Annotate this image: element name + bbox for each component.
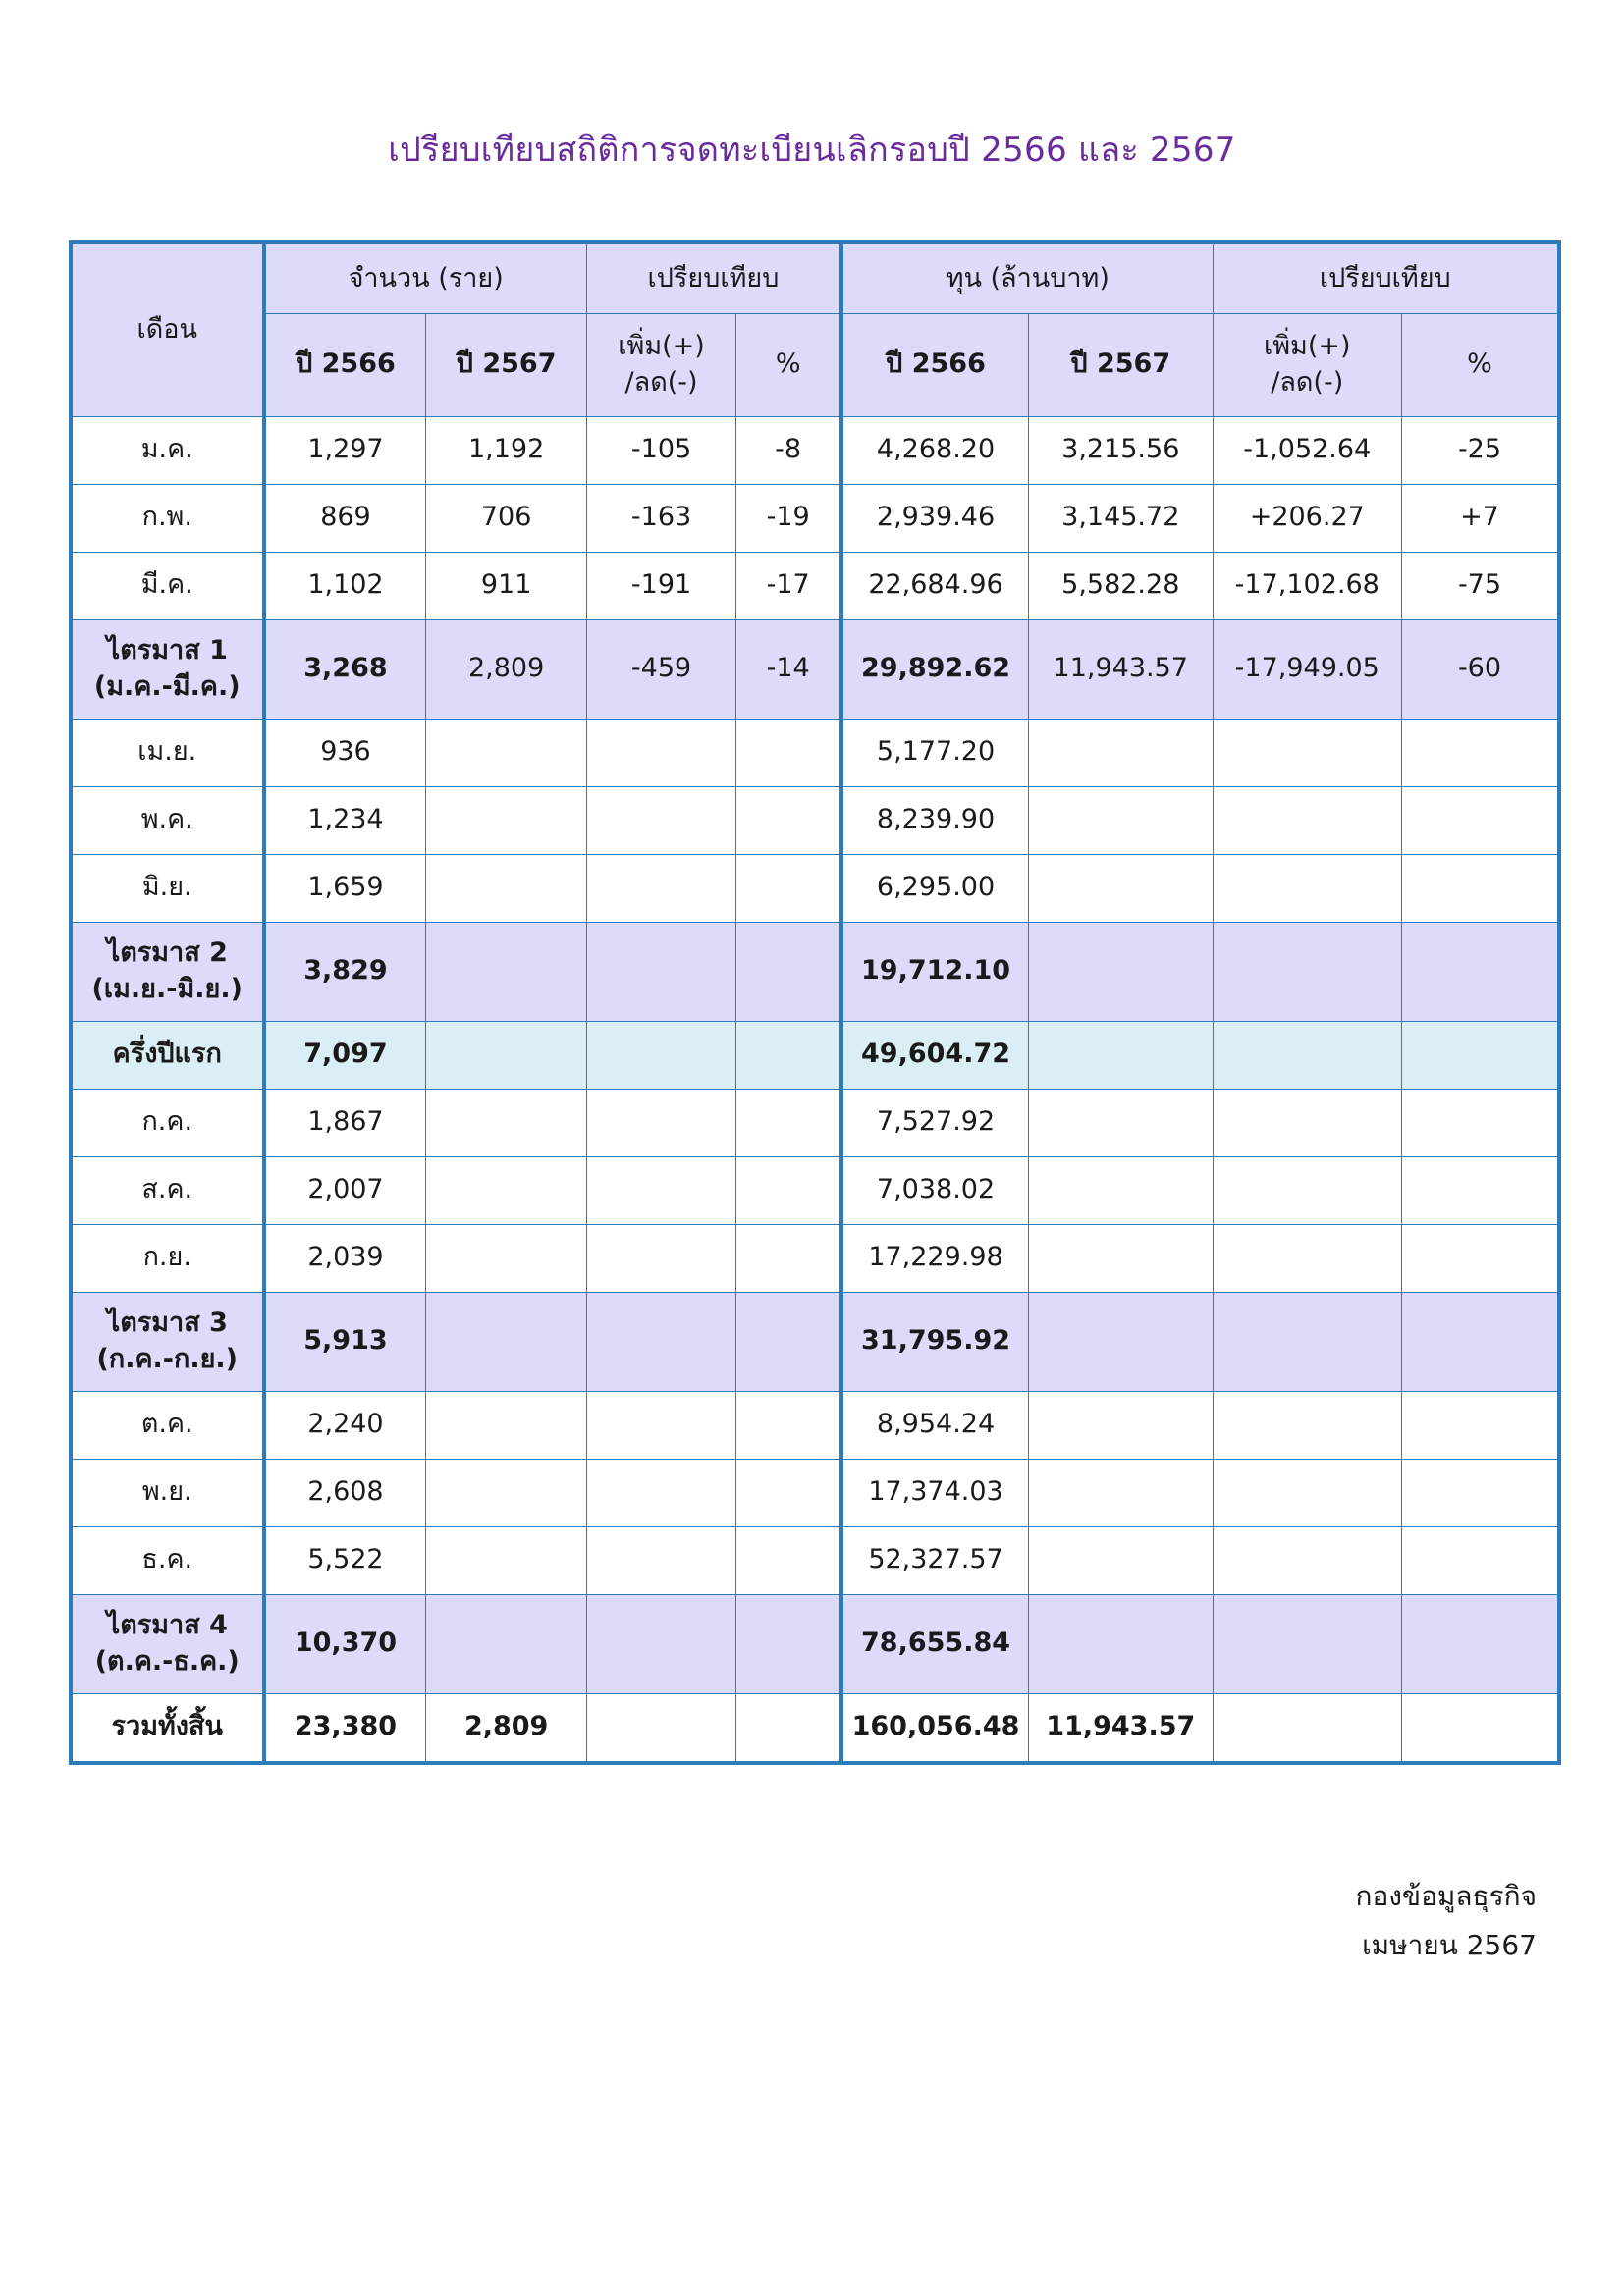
cell-cdiff bbox=[586, 854, 735, 922]
cell-k67: 11,943.57 bbox=[1029, 1693, 1214, 1763]
row-label-text: ไตรมาส 1 bbox=[106, 635, 228, 667]
cell-k67 bbox=[1029, 786, 1214, 854]
header-capital-group: ทุน (ล้านบาท) bbox=[841, 242, 1213, 313]
quarter-row bbox=[71, 922, 1559, 1021]
row-label bbox=[71, 1526, 264, 1594]
cell-c67 bbox=[426, 1459, 586, 1526]
cell-c67 bbox=[426, 1089, 586, 1156]
cell-cpct bbox=[736, 1526, 841, 1594]
cell-k66: 7,038.02 bbox=[841, 1156, 1028, 1224]
row-label bbox=[71, 1391, 264, 1459]
row-label-text: ไตรมาส 2 bbox=[106, 937, 228, 969]
row-label-subtext: (ก.ค.-ก.ย.) bbox=[96, 1343, 238, 1374]
cell-kdiff: -1,052.64 bbox=[1213, 416, 1401, 484]
cell-kdiff bbox=[1213, 1594, 1401, 1693]
cell-kpct bbox=[1402, 1391, 1560, 1459]
cell-cdiff bbox=[586, 1693, 735, 1763]
cell-cdiff bbox=[586, 1224, 735, 1292]
cell-k66: 19,712.10 bbox=[841, 922, 1028, 1021]
cell-c66: 1,297 bbox=[264, 416, 426, 484]
cell-kdiff bbox=[1213, 1224, 1401, 1292]
row-label bbox=[71, 1693, 264, 1763]
cell-kpct bbox=[1402, 1459, 1560, 1526]
header-capital-2567: ปี 2567 bbox=[1029, 313, 1214, 416]
cell-kpct: -60 bbox=[1402, 619, 1560, 719]
month-row bbox=[71, 719, 1559, 786]
cell-k67 bbox=[1029, 1391, 1214, 1459]
cell-kdiff bbox=[1213, 922, 1401, 1021]
cell-cdiff: -191 bbox=[586, 552, 735, 619]
header-change-line1: เพิ่ม(+) bbox=[1264, 331, 1351, 362]
cell-c66: 1,102 bbox=[264, 552, 426, 619]
cell-cdiff bbox=[586, 1156, 735, 1224]
header-capital-2566: ปี 2566 bbox=[841, 313, 1028, 416]
row-label-text: ไตรมาส 4 bbox=[106, 1610, 228, 1641]
cell-cdiff bbox=[586, 922, 735, 1021]
cell-c67 bbox=[426, 1594, 586, 1693]
cell-kdiff: -17,102.68 bbox=[1213, 552, 1401, 619]
header-compare-capital: เปรียบเทียบ bbox=[1213, 242, 1559, 313]
cell-cdiff: -105 bbox=[586, 416, 735, 484]
cell-k67 bbox=[1029, 1459, 1214, 1526]
cell-c67: 1,192 bbox=[426, 416, 586, 484]
cell-k66: 8,239.90 bbox=[841, 786, 1028, 854]
cell-kdiff bbox=[1213, 1459, 1401, 1526]
cell-cpct bbox=[736, 1594, 841, 1693]
cell-kdiff: -17,949.05 bbox=[1213, 619, 1401, 719]
cell-c66: 3,268 bbox=[264, 619, 426, 719]
cell-cdiff bbox=[586, 1089, 735, 1156]
cell-k66: 29,892.62 bbox=[841, 619, 1028, 719]
cell-c67 bbox=[426, 854, 586, 922]
row-label bbox=[71, 1089, 264, 1156]
table-body bbox=[71, 416, 1559, 1763]
cell-kdiff bbox=[1213, 719, 1401, 786]
cell-kpct bbox=[1402, 922, 1560, 1021]
header-count-group: จำนวน (ราย) bbox=[264, 242, 587, 313]
header-change-line1: เพิ่ม(+) bbox=[618, 331, 705, 362]
cell-kpct bbox=[1402, 1292, 1560, 1391]
cell-k66: 49,604.72 bbox=[841, 1021, 1028, 1089]
cell-cpct bbox=[736, 922, 841, 1021]
cell-k67 bbox=[1029, 1224, 1214, 1292]
cell-c67 bbox=[426, 1156, 586, 1224]
cell-kdiff bbox=[1213, 1391, 1401, 1459]
cell-kdiff bbox=[1213, 1526, 1401, 1594]
cell-c67 bbox=[426, 719, 586, 786]
cell-kdiff bbox=[1213, 1292, 1401, 1391]
cell-k66: 4,268.20 bbox=[841, 416, 1028, 484]
cell-c66: 23,380 bbox=[264, 1693, 426, 1763]
cell-k67: 3,215.56 bbox=[1029, 416, 1214, 484]
cell-k66: 2,939.46 bbox=[841, 484, 1028, 552]
cell-k67: 3,145.72 bbox=[1029, 484, 1214, 552]
row-label bbox=[71, 786, 264, 854]
row-label bbox=[71, 552, 264, 619]
row-label bbox=[71, 1459, 264, 1526]
cell-k67 bbox=[1029, 1526, 1214, 1594]
cell-cpct bbox=[736, 786, 841, 854]
cell-k67 bbox=[1029, 1594, 1214, 1693]
cell-kpct bbox=[1402, 1224, 1560, 1292]
cell-kdiff bbox=[1213, 1693, 1401, 1763]
row-label bbox=[71, 719, 264, 786]
month-row bbox=[71, 552, 1559, 619]
month-row bbox=[71, 1459, 1559, 1526]
row-label-text: พ.ย. bbox=[141, 1476, 192, 1508]
cell-c66: 5,913 bbox=[264, 1292, 426, 1391]
cell-cdiff: -459 bbox=[586, 619, 735, 719]
footer-department: กองข้อมูลธุรกิจ bbox=[1355, 1880, 1537, 1912]
cell-c66: 2,039 bbox=[264, 1224, 426, 1292]
cell-kpct bbox=[1402, 1526, 1560, 1594]
cell-k66: 7,527.92 bbox=[841, 1089, 1028, 1156]
row-label-text: ต.ค. bbox=[140, 1409, 193, 1440]
cell-c67 bbox=[426, 1224, 586, 1292]
row-label bbox=[71, 416, 264, 484]
cell-k66: 17,374.03 bbox=[841, 1459, 1028, 1526]
quarter-row bbox=[71, 1594, 1559, 1693]
row-label-text: มี.ค. bbox=[140, 569, 193, 601]
cell-kpct bbox=[1402, 1021, 1560, 1089]
cell-kpct: -75 bbox=[1402, 552, 1560, 619]
row-label bbox=[71, 922, 264, 1021]
cell-kdiff bbox=[1213, 1021, 1401, 1089]
cell-c67 bbox=[426, 1391, 586, 1459]
row-label bbox=[71, 1224, 264, 1292]
cell-cpct bbox=[736, 1021, 841, 1089]
row-label-text: ม.ค. bbox=[140, 434, 193, 465]
month-row bbox=[71, 416, 1559, 484]
cell-cpct bbox=[736, 1459, 841, 1526]
cell-k67 bbox=[1029, 1021, 1214, 1089]
header-change-line2: /ลด(-) bbox=[1271, 366, 1344, 398]
cell-c67: 911 bbox=[426, 552, 586, 619]
cell-k67 bbox=[1029, 854, 1214, 922]
cell-c67 bbox=[426, 1526, 586, 1594]
cell-k67 bbox=[1029, 1292, 1214, 1391]
row-label bbox=[71, 1156, 264, 1224]
cell-kpct: -25 bbox=[1402, 416, 1560, 484]
month-row bbox=[71, 1156, 1559, 1224]
cell-kdiff bbox=[1213, 854, 1401, 922]
row-label bbox=[71, 1021, 264, 1089]
cell-cdiff bbox=[586, 1594, 735, 1693]
cell-cpct: -17 bbox=[736, 552, 841, 619]
cell-c67 bbox=[426, 1021, 586, 1089]
cell-kpct bbox=[1402, 1089, 1560, 1156]
cell-c66: 936 bbox=[264, 719, 426, 786]
cell-c67: 2,809 bbox=[426, 1693, 586, 1763]
cell-k66: 78,655.84 bbox=[841, 1594, 1028, 1693]
cell-k66: 22,684.96 bbox=[841, 552, 1028, 619]
cell-k67 bbox=[1029, 719, 1214, 786]
cell-cpct bbox=[736, 1089, 841, 1156]
cell-k66: 17,229.98 bbox=[841, 1224, 1028, 1292]
cell-cpct bbox=[736, 1292, 841, 1391]
cell-cdiff bbox=[586, 719, 735, 786]
quarter-row bbox=[71, 1292, 1559, 1391]
cell-cdiff bbox=[586, 1526, 735, 1594]
row-label-text: ก.ค. bbox=[141, 1106, 193, 1138]
row-label-text: พ.ค. bbox=[140, 804, 193, 835]
cell-kpct bbox=[1402, 854, 1560, 922]
cell-c66: 5,522 bbox=[264, 1526, 426, 1594]
cell-kpct: +7 bbox=[1402, 484, 1560, 552]
cell-kdiff bbox=[1213, 1156, 1401, 1224]
cell-kdiff bbox=[1213, 786, 1401, 854]
month-row bbox=[71, 854, 1559, 922]
header-capital-pct: % bbox=[1402, 313, 1560, 416]
header-count-2566: ปี 2566 bbox=[264, 313, 426, 416]
cell-c66: 2,608 bbox=[264, 1459, 426, 1526]
cell-c67: 706 bbox=[426, 484, 586, 552]
cell-cdiff bbox=[586, 1459, 735, 1526]
header-count-change bbox=[586, 313, 735, 416]
cell-c66: 10,370 bbox=[264, 1594, 426, 1693]
cell-k66: 6,295.00 bbox=[841, 854, 1028, 922]
cell-k66: 8,954.24 bbox=[841, 1391, 1028, 1459]
cell-c66: 1,867 bbox=[264, 1089, 426, 1156]
cell-cpct bbox=[736, 719, 841, 786]
header-count-pct: % bbox=[736, 313, 841, 416]
cell-c66: 2,240 bbox=[264, 1391, 426, 1459]
header-capital-change bbox=[1213, 313, 1401, 416]
page-title: เปรียบเทียบสถิติการจดทะเบียนเลิกรอบปี 2566 และ 2567 bbox=[388, 131, 1236, 170]
row-label-subtext: (ต.ค.-ธ.ค.) bbox=[94, 1645, 240, 1677]
row-label bbox=[71, 1292, 264, 1391]
cell-k66: 5,177.20 bbox=[841, 719, 1028, 786]
cell-cpct bbox=[736, 854, 841, 922]
cell-kdiff: +206.27 bbox=[1213, 484, 1401, 552]
cell-cpct bbox=[736, 1156, 841, 1224]
total-row bbox=[71, 1693, 1559, 1763]
cell-cpct bbox=[736, 1224, 841, 1292]
cell-kpct bbox=[1402, 1156, 1560, 1224]
header-count-2567: ปี 2567 bbox=[426, 313, 586, 416]
header-change-line2: /ลด(-) bbox=[624, 366, 698, 398]
cell-cpct: -8 bbox=[736, 416, 841, 484]
cell-kpct bbox=[1402, 719, 1560, 786]
footer-date: เมษายน 2567 bbox=[1362, 1929, 1537, 1961]
cell-c67 bbox=[426, 922, 586, 1021]
row-label-text: รวมทั้งสิ้น bbox=[111, 1711, 223, 1742]
month-row bbox=[71, 484, 1559, 552]
month-row bbox=[71, 786, 1559, 854]
cell-cdiff: -163 bbox=[586, 484, 735, 552]
row-label-text: ครึ่งปีแรก bbox=[112, 1039, 222, 1070]
cell-k67: 5,582.28 bbox=[1029, 552, 1214, 619]
cell-cpct: -19 bbox=[736, 484, 841, 552]
cell-cpct: -14 bbox=[736, 619, 841, 719]
quarter-row bbox=[71, 619, 1559, 719]
header-month: เดือน bbox=[71, 242, 264, 416]
cell-cdiff bbox=[586, 1021, 735, 1089]
cell-c66: 3,829 bbox=[264, 922, 426, 1021]
month-row bbox=[71, 1089, 1559, 1156]
cell-c66: 1,234 bbox=[264, 786, 426, 854]
cell-k66: 52,327.57 bbox=[841, 1526, 1028, 1594]
row-label bbox=[71, 854, 264, 922]
cell-kpct bbox=[1402, 1594, 1560, 1693]
cell-cdiff bbox=[586, 1391, 735, 1459]
cell-c67: 2,809 bbox=[426, 619, 586, 719]
header-compare-count: เปรียบเทียบ bbox=[586, 242, 841, 313]
statistics-table bbox=[69, 240, 1561, 1765]
cell-cpct bbox=[736, 1693, 841, 1763]
cell-c66: 2,007 bbox=[264, 1156, 426, 1224]
cell-kpct bbox=[1402, 1693, 1560, 1763]
cell-c66: 1,659 bbox=[264, 854, 426, 922]
cell-k67: 11,943.57 bbox=[1029, 619, 1214, 719]
month-row bbox=[71, 1224, 1559, 1292]
cell-k67 bbox=[1029, 922, 1214, 1021]
cell-kdiff bbox=[1213, 1089, 1401, 1156]
cell-cdiff bbox=[586, 1292, 735, 1391]
row-label-text: เม.ย. bbox=[137, 736, 197, 768]
row-label-text: ก.พ. bbox=[141, 502, 192, 533]
row-label-subtext: (เม.ย.-มิ.ย.) bbox=[91, 973, 243, 1004]
row-label-text: ก.ย. bbox=[142, 1242, 191, 1273]
row-label bbox=[71, 619, 264, 719]
row-label-text: ธ.ค. bbox=[141, 1544, 193, 1575]
cell-kpct bbox=[1402, 786, 1560, 854]
cell-c66: 869 bbox=[264, 484, 426, 552]
cell-k66: 160,056.48 bbox=[841, 1693, 1028, 1763]
cell-k67 bbox=[1029, 1156, 1214, 1224]
cell-k66: 31,795.92 bbox=[841, 1292, 1028, 1391]
half-year-row bbox=[71, 1021, 1559, 1089]
row-label-text: ไตรมาส 3 bbox=[106, 1308, 228, 1339]
cell-cdiff bbox=[586, 786, 735, 854]
month-row bbox=[71, 1391, 1559, 1459]
cell-c66: 7,097 bbox=[264, 1021, 426, 1089]
cell-c67 bbox=[426, 786, 586, 854]
row-label-subtext: (ม.ค.-มี.ค.) bbox=[93, 670, 241, 702]
cell-cpct bbox=[736, 1391, 841, 1459]
month-row bbox=[71, 1526, 1559, 1594]
cell-c67 bbox=[426, 1292, 586, 1391]
row-label-text: ส.ค. bbox=[141, 1174, 193, 1205]
cell-k67 bbox=[1029, 1089, 1214, 1156]
row-label bbox=[71, 484, 264, 552]
row-label-text: มิ.ย. bbox=[141, 872, 192, 903]
row-label bbox=[71, 1594, 264, 1693]
